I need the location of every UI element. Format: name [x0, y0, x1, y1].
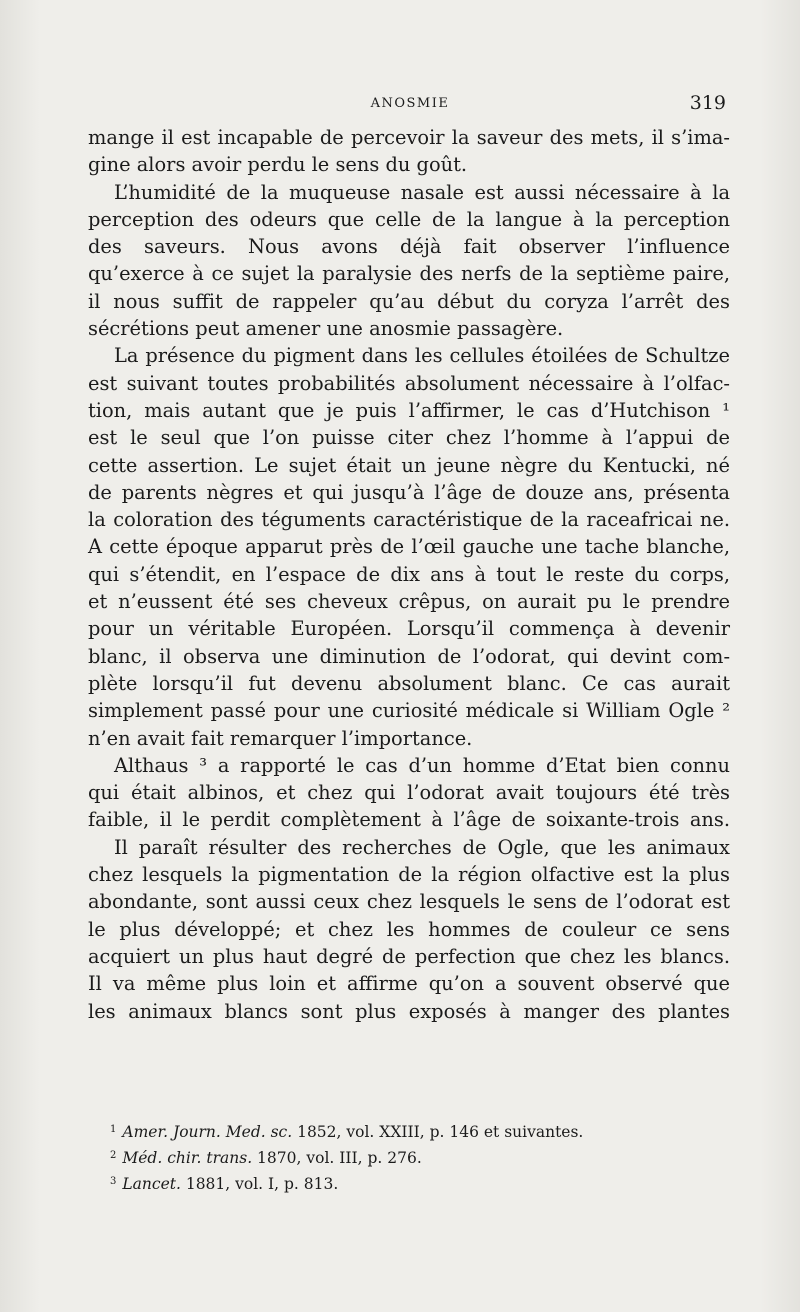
text-line: Il paraît résulter des recherches de Ogle, que les animaux — [114, 835, 730, 859]
text-line: Althaus ³ a rapporté le cas d’un homme d’Etat bien connu — [114, 753, 730, 777]
text-line: blanc, il observa une diminution de l’odorat, qui devint com- — [88, 644, 730, 668]
running-head: ANOSMIE — [370, 96, 450, 111]
page-header — [90, 92, 730, 118]
text-line: sécrétions peut amener une anosmie passagère. — [88, 317, 564, 341]
text-line: n’en avait fait remarquer l’importance. — [88, 726, 473, 750]
footnote-source: Méd. chir. trans. — [122, 1149, 253, 1167]
text-line: qu’exerce à ce sujet la paralysie des nerfs de la septième paire, — [88, 262, 730, 286]
footnote-source: Amer. Journ. Med. sc. — [122, 1123, 293, 1141]
text-line: acquiert un plus haut degré de perfection que chez les blancs. — [88, 944, 730, 968]
footnotes — [110, 1118, 670, 1196]
text-line: A cette époque apparut près de l’œil gauche une tache blanche, — [88, 535, 730, 559]
text-line: faible, il le perdit complètement à l’âge de soixante-trois ans. — [88, 808, 730, 832]
text-line: chez lesquels la pigmentation de la région olfactive est la plus — [88, 863, 730, 887]
text-line: mange il est incapable de percevoir la saveur des mets, il s’ima- — [88, 126, 730, 149]
text-line: tion, mais autant que je puis l’affirmer, le cas d’Hutchison ¹ — [88, 398, 730, 422]
body-text — [88, 124, 730, 1025]
text-line: gine alors avoir perdu le sens du goût. — [88, 153, 468, 177]
footnote-reference: 1881, vol. I, p. 813. — [180, 1175, 339, 1193]
text-line: plète lorsqu’il fut devenu absolument blanc. Ce cas aurait — [88, 671, 730, 695]
text-line: abondante, sont aussi ceux chez lesquels le sens de l’odorat est — [88, 890, 730, 914]
text-line: et n’eussent été ses cheveux crêpus, on aurait pu le prendre — [88, 590, 730, 614]
footnote-source: Lancet. — [122, 1175, 181, 1193]
text-line: La présence du pigment dans les cellules étoilées de Schultze — [114, 344, 730, 368]
text-line: des saveurs. Nous avons déjà fait observer l’influence — [88, 235, 730, 259]
text-line: simplement passé pour une curiosité médicale si William Ogle ² — [88, 699, 730, 723]
text-line: les animaux blancs sont plus exposés à manger des plantes — [88, 999, 730, 1023]
footnote-reference: 1852, vol. XXIII, p. 146 et suivantes. — [292, 1123, 584, 1141]
footnote-mark: 3 — [110, 1176, 117, 1187]
text-line: perception des odeurs que celle de la langue à la perception — [88, 207, 730, 231]
footnote — [110, 1170, 670, 1196]
text-line: est suivant toutes probabilités absolument nécessaire à l’olfac- — [88, 371, 730, 395]
text-line: cette assertion. Le sujet était un jeune nègre du Kentucki, né — [88, 453, 730, 477]
footnote — [110, 1144, 670, 1170]
footnote-reference: 1870, vol. III, p. 276. — [252, 1149, 422, 1167]
text-line: il nous suffit de rappeler qu’au début du coryza l’arrêt des — [88, 289, 730, 313]
footnote — [110, 1118, 670, 1144]
text-line: est le seul que l’on puisse citer chez l’homme à l’appui de — [88, 426, 730, 450]
text-line: de parents nègres et qui jusqu’à l’âge de douze ans, présenta — [88, 480, 730, 504]
text-line: le plus développé; et chez les hommes de couleur ce sens — [88, 917, 730, 941]
footnote-mark: 1 — [110, 1124, 117, 1135]
page-number: 319 — [689, 92, 726, 114]
text-line: qui s’étendit, en l’espace de dix ans à tout le reste du corps, — [88, 562, 730, 586]
text-line: Il va même plus loin et affirme qu’on a souvent observé que — [88, 972, 730, 996]
text-line: pour un véritable Européen. Lorsqu’il commença à devenir — [88, 617, 730, 641]
text-line: L’humidité de la muqueuse nasale est aussi nécessaire à la — [114, 180, 730, 204]
footnote-mark: 2 — [110, 1150, 117, 1161]
text-line: la coloration des téguments caractéristique de la raceafricai ne. — [88, 508, 730, 532]
text-line: qui était albinos, et chez qui l’odorat avait toujours été très — [88, 781, 730, 805]
